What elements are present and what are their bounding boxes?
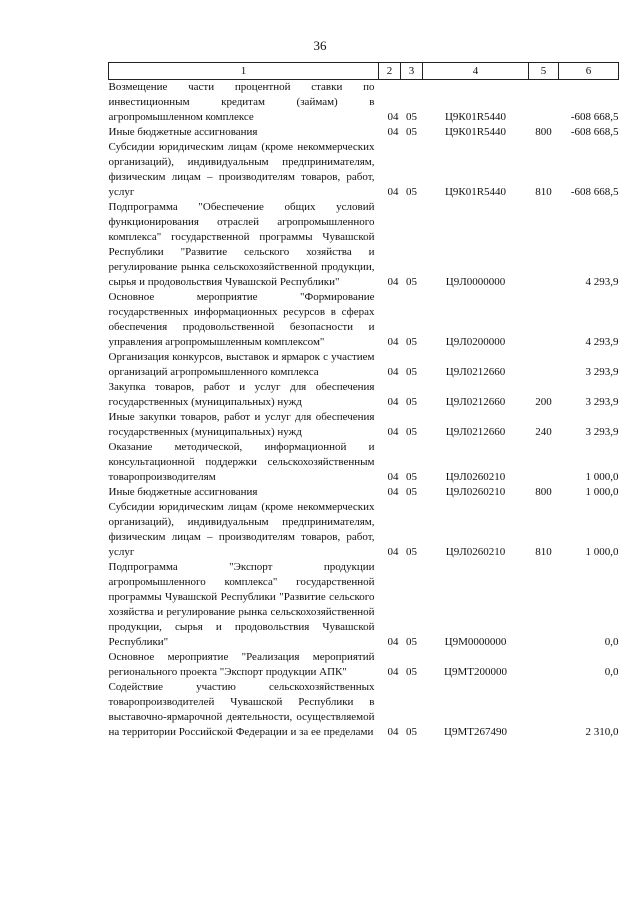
row-target-article: Ц9МТ267490	[444, 726, 507, 738]
row-expense-type: 800	[535, 126, 552, 138]
row-subsection: 05	[406, 666, 417, 678]
row-expense-type	[529, 680, 559, 740]
header-col-3: 3	[401, 63, 423, 80]
table-row	[109, 680, 619, 740]
row-subsection: 05	[406, 126, 417, 138]
row-section: 04	[387, 471, 399, 483]
row-description: Содействие участию сельскохозяйственных товаропроизводителей Чувашской Республики в выставочно-ярмарочной деятельности, осуществляемой на территории Российской Федерации и за ее пределами	[108, 681, 375, 738]
row-description: Подпрограмма "Экспорт продукции агропромышленного комплекса" государственной программы Чувашской Республики "Развитие сельского хозяйства и регулирование рынка сельскохозяйственной продукции, сырья и продовольствия Чувашской Республики"	[108, 561, 375, 648]
row-expense-type	[529, 290, 559, 350]
row-target-article: Ц9Л0000000	[445, 276, 506, 288]
row-amount: 1 000,0	[585, 471, 619, 483]
row-subsection: 05	[406, 186, 417, 198]
budget-table	[108, 62, 619, 740]
row-amount: 2 310,0	[585, 726, 619, 738]
row-section: 04	[387, 126, 399, 138]
row-expense-type	[529, 440, 559, 485]
table-row	[109, 125, 619, 140]
row-subsection: 05	[406, 726, 417, 738]
row-description: Оказание методической, информационной и консультационной поддержки сельскохозяйственным товаропроизводителям	[108, 441, 375, 483]
row-amount: 3 293,9	[585, 366, 619, 378]
row-target-article: Ц9Л0212660	[445, 396, 506, 408]
header-row	[109, 63, 619, 80]
table-row	[109, 410, 619, 440]
row-section: 04	[387, 366, 399, 378]
row-subsection: 05	[406, 486, 417, 498]
row-amount: 1 000,0	[585, 546, 619, 558]
row-amount: 3 293,9	[585, 426, 619, 438]
table-row	[109, 350, 619, 380]
row-target-article: Ц9Л0212660	[445, 426, 506, 438]
header-col-2: 2	[379, 63, 401, 80]
row-amount: 3 293,9	[585, 396, 619, 408]
row-subsection: 05	[406, 471, 417, 483]
table-row	[109, 650, 619, 680]
row-section: 04	[387, 426, 399, 438]
row-subsection: 05	[406, 366, 417, 378]
header-col-4: 4	[423, 63, 529, 80]
row-description: Субсидии юридическим лицам (кроме некоммерческих организаций), индивидуальным предпринимателям, физическим лицам – производителям товаров, работ, услуг	[108, 141, 375, 198]
row-section: 04	[387, 636, 399, 648]
row-amount: 4 293,9	[585, 336, 619, 348]
row-target-article: Ц9Л0260210	[445, 471, 506, 483]
table-row	[109, 80, 619, 126]
row-description: Основное мероприятие "Формирование государственных информационных ресурсов в сферах обеспечения продовольственной безопасности и управления агропромышленным комплексом"	[108, 291, 375, 348]
row-section: 04	[387, 186, 399, 198]
header-col-1: 1	[109, 63, 379, 80]
row-target-article: Ц9Л0260210	[445, 546, 506, 558]
table-row	[109, 200, 619, 290]
row-expense-type	[529, 80, 559, 126]
row-amount: 4 293,9	[585, 276, 619, 288]
row-description: Иные бюджетные ассигнования	[108, 486, 258, 498]
row-expense-type: 200	[535, 396, 552, 408]
row-amount: -608 668,5	[570, 111, 619, 123]
row-target-article: Ц9Л0260210	[445, 486, 506, 498]
table-row	[109, 485, 619, 500]
row-subsection: 05	[406, 396, 417, 408]
row-expense-type	[529, 200, 559, 290]
row-target-article: Ц9МТ200000	[444, 666, 507, 678]
row-subsection: 05	[406, 111, 417, 123]
page-number: 36	[313, 38, 327, 53]
table-row	[109, 500, 619, 560]
row-section: 04	[387, 276, 399, 288]
row-section: 04	[387, 546, 399, 558]
row-amount: 0,0	[604, 636, 619, 648]
row-section: 04	[387, 396, 399, 408]
row-description: Организация конкурсов, выставок и ярмарок с участием организаций агропромышленного комплекса	[108, 351, 375, 378]
row-section: 04	[387, 666, 399, 678]
row-expense-type: 240	[535, 426, 552, 438]
table-row	[109, 440, 619, 485]
row-amount: 1 000,0	[585, 486, 619, 498]
table-row	[109, 290, 619, 350]
row-target-article: Ц9К01R5440	[444, 111, 507, 123]
header-col-5: 5	[529, 63, 559, 80]
table-row	[109, 560, 619, 650]
row-description: Субсидии юридическим лицам (кроме некоммерческих организаций), индивидуальным предпринимателям, физическим лицам – производителям товаров, работ, услуг	[108, 501, 375, 558]
row-section: 04	[387, 336, 399, 348]
row-description: Основное мероприятие "Реализация мероприятий регионального проекта "Экспорт продукции АПК"	[108, 651, 375, 678]
row-subsection: 05	[406, 426, 417, 438]
row-description: Подпрограмма "Обеспечение общих условий функционирования отраслей агропромышленного комплекса" государственной программы Чувашской Республики "Развитие сельского хозяйства и регулирование рынка сельскохозяйственной продукции, сырья и продовольствия Чувашской Республики"	[108, 201, 375, 288]
table-row	[109, 140, 619, 200]
row-subsection: 05	[406, 276, 417, 288]
row-expense-type: 810	[535, 186, 552, 198]
row-description: Иные бюджетные ассигнования	[108, 126, 258, 138]
row-description: Закупка товаров, работ и услуг для обеспечения государственных (муниципальных) нужд	[108, 381, 375, 408]
row-target-article: Ц9К01R5440	[444, 126, 507, 138]
table-header	[109, 63, 619, 80]
row-section: 04	[387, 486, 399, 498]
row-amount: -608 668,5	[570, 126, 619, 138]
row-subsection: 05	[406, 636, 417, 648]
row-expense-type: 800	[535, 486, 552, 498]
row-target-article: Ц9К01R5440	[444, 186, 507, 198]
row-expense-type	[529, 560, 559, 650]
row-target-article: Ц9Л0200000	[445, 336, 506, 348]
row-target-article: Ц9Л0212660	[445, 366, 506, 378]
row-expense-type: 810	[535, 546, 552, 558]
row-amount: 0,0	[604, 666, 619, 678]
header-col-6: 6	[559, 63, 619, 80]
row-description: Возмещение части процентной ставки по инвестиционным кредитам (займам) в агропромышленном комплексе	[108, 81, 375, 123]
row-description: Иные закупки товаров, работ и услуг для обеспечения государственных (муниципальных) нужд	[108, 411, 375, 438]
row-section: 04	[387, 111, 399, 123]
row-section: 04	[387, 726, 399, 738]
table-row	[109, 380, 619, 410]
table-body	[109, 80, 619, 741]
row-target-article: Ц9М0000000	[444, 636, 507, 648]
row-subsection: 05	[406, 336, 417, 348]
row-subsection: 05	[406, 546, 417, 558]
row-expense-type	[529, 350, 559, 380]
row-expense-type	[529, 650, 559, 680]
row-amount: -608 668,5	[570, 186, 619, 198]
